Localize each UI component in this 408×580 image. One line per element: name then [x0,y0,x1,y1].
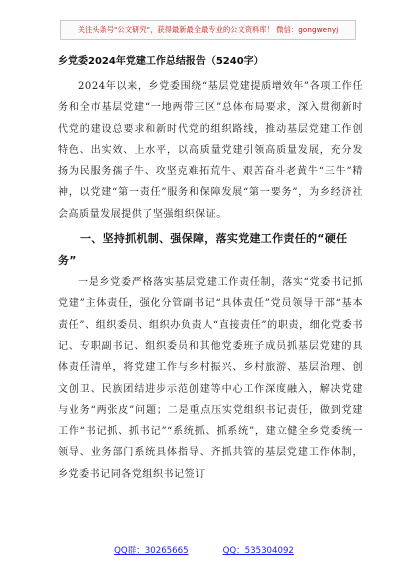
promo-banner [60,20,356,40]
promo-banner-text: 关注头条号"公文研究"，获得最新最全最专业的公文资料库！ 微信：gongwenyj [77,25,339,34]
qq-group-link[interactable]: QQ群：30265665 [114,546,189,556]
contact-footer [0,544,408,560]
qq-contact-link[interactable]: QQ：535304092 [222,546,294,556]
section-heading: 一、坚持抓机制、强保障，落实党建工作责任的“硬任务” [58,232,348,268]
intro-paragraph: 2024年以来，乡党委围绕“基层党建提质增效年”各项工作任务和全市基层党建“一地两带三区”总体布局要求，深入贯彻新时代党的建设总要求和新时代党的组织路线，推动基层党建工作创特色、出实效、上水平，以高质量党建引领高质量发展，充分发扬为民服务孺子牛、攻坚克难拓荒牛、艰苦奋斗老黄牛“三牛”精神，以党建“第一责任”服务和保障发展“第一要务”，为乡经济社会高质量发展提供了坚强组织保证。 [58,81,363,220]
document-body [58,54,363,485]
section-paragraph: 一是乡党委严格落实基层党建工作责任制，落实“党委书记抓党建”主体责任，强化分管副书记“具体责任”党员领导干部“基本责任”、组织委员、组织办负责人“直接责任”的职责，细化党委书记、专职副书记、组织委员和其他党委班子成员抓基层党建的具体责任清单，将党建工作与乡村振兴、乡村旅游、基层治理、创文创卫、民族团结进步示范创建等中心工作深度融入，解决党建与业务“两张皮”问题；二是重点压实党组织书记责任，做到党建工作“书记抓、抓书记”“系统抓、抓系统”，建立健全乡党委统一领导、业务部门系统具体指导、齐抓共管的基层党建工作体制，乡党委书记同各党组织书记签订 [58,277,363,480]
document-title: 乡党委2024年党建工作总结报告（5240字） [58,56,264,67]
